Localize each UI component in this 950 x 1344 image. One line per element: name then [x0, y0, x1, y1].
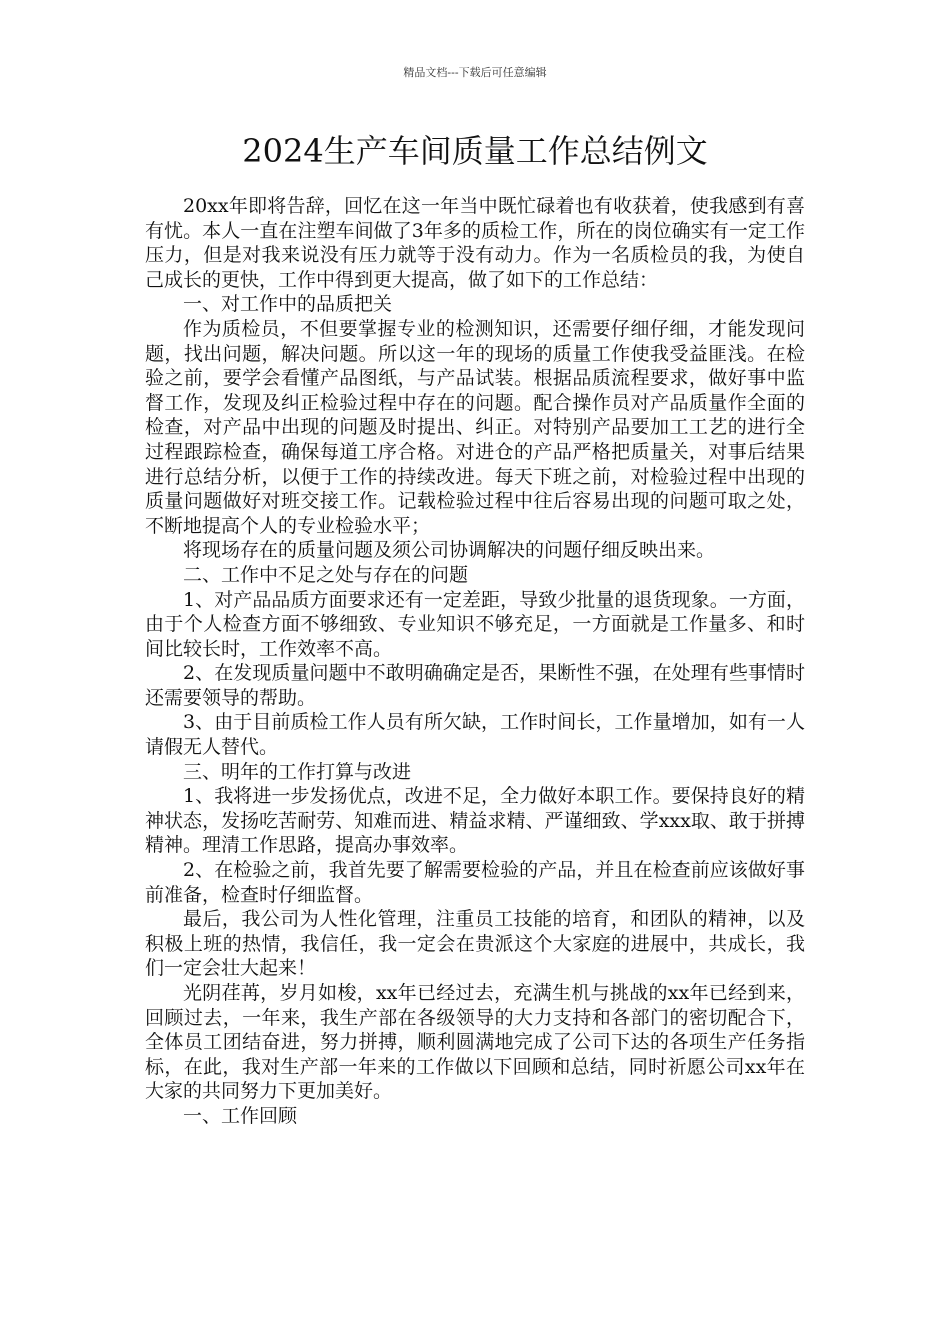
paragraph: 作为质检员，不但要掌握专业的检测知识，还需要仔细仔细，才能发现问题，找出问题，解决问题。所以这一年的现场的质量工作使我受益匪浅。在检验之前，要学会看懂产品图纸，与产品试装。根据品质流程要求，做好事中监督工作，发现及纠正检验过程中存在的问题。配合操作员对产品质量作全面的检查，对产品中出现的问题及时提出、纠正。对特别产品要加工工艺的进行全过程跟踪检查，确保每道工序合格。对进仓的产品严格把质量关，对事后结果进行总结分析，以便于工作的持续改进。每天下班之前，对检验过程中出现的质量问题做好对班交接工作。记载检验过程中往后容易出现的问题可取之处，不断地提高个人的专业检验水平； [145, 317, 805, 537]
section-heading-3: 三、明年的工作打算与改进 [183, 760, 412, 783]
paragraph: 1、对产品品质方面要求还有一定差距，导致少批量的退货现象。一方面，由于个人检查方面不够细致、专业知识不够充足，一方面就是工作量多、和时间比较长时，工作效率不高。 [145, 588, 805, 660]
paragraph: 最后，我公司为人性化管理，注重员工技能的培育，和团队的精神，以及积极上班的热情，我信任，我一定会在贵派这个大家庭的进展中，共成长，我们一定会壮大起来！ [145, 908, 805, 980]
paragraph: 2、在发现质量问题中不敢明确确定是否，果断性不强，在处理有些事情时还需要领导的帮助。 [145, 662, 805, 709]
paragraph: 3、由于目前质检工作人员有所欠缺，工作时间长，工作量增加，如有一人请假无人替代。 [145, 711, 805, 759]
paragraph: 光阴荏苒，岁月如梭，xx年已经过去，充满生机与挑战的xx年已经到来，回顾过去，一年来，我生产部在各级领导的大力支持和各部门的密切配合下，全体员工团结奋进，努力拼搏，顺利圆满地完成了公司下达的各项生产任务指标，在此，我对生产部一年来的工作做以下回顾和总结，同时祈愿公司xx年在大家的共同努力下更加美好。 [145, 982, 805, 1103]
section-heading-2: 二、工作中不足之处与存在的问题 [183, 563, 469, 586]
page-header-note: 精品文档---下载后可任意编辑 [403, 66, 547, 79]
paragraph-intro: 20xx年即将告辞，回忆在这一年当中既忙碌着也有收获着，使我感到有喜有忧。本人一直在注塑车间做了3年多的质检工作，所在的岗位确实有一定工作压力，但是对我来说没有压力就等于没有动力。作为一名质检员的我，为使自己成长的更快，工作中得到更大提高，做了如下的工作总结： [145, 195, 805, 291]
paragraph: 将现场存在的质量问题及须公司协调解决的问题仔细反映出来。 [183, 539, 716, 562]
section-heading-work-review: 一、工作回顾 [183, 1104, 298, 1127]
document-body [145, 194, 805, 1129]
document-title: 2024生产车间质量工作总结例文 [242, 132, 708, 170]
paragraph: 1、我将进一步发扬优点，改进不足，全力做好本职工作。要保持良好的精神状态，发扬吃苦耐劳、知难而进、精益求精、严谨细致、学xxx取、敢于拼搏精神。理清工作思路，提高办事效率。 [145, 785, 805, 857]
section-heading-1: 一、对工作中的品质把关 [183, 293, 393, 316]
paragraph: 2、在检验之前，我首先要了解需要检验的产品，并且在检查前应该做好事前准备，检查时仔细监督。 [145, 859, 805, 906]
